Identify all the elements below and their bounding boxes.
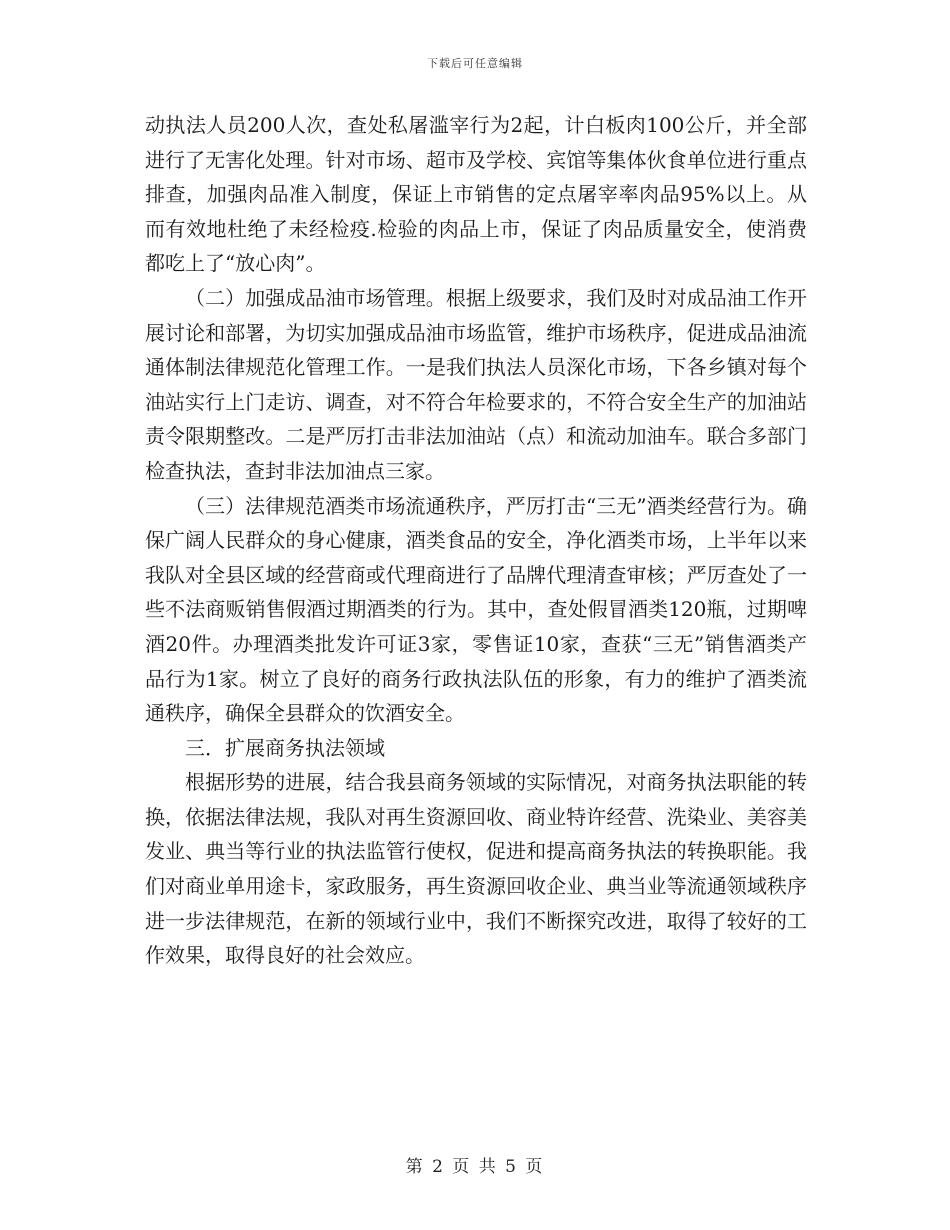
- page-header: 下载后可任意编辑: [427, 57, 523, 70]
- page-number: 第 2 页 共 5 页: [405, 1157, 545, 1177]
- section-heading: 三．扩展商务执法领域: [185, 735, 385, 760]
- paragraph-fuel-market: （二）加强成品油市场管理。根据上级要求，我们及时对成品油工作开展讨论和部署，为切实加强成品油市场监管，维护市场秩序，促进成品油流通体制法律规范化管理工作。一是我们执法人员深化市场，下各乡镇对每个油站实行上门走访、调查，对不符合年检要求的，不符合安全生产的加油站责令限期整改。二是严厉打击非法加油站（点）和流动加油车。联合多部门检查执法，查封非法加油点三家。: [145, 285, 807, 483]
- document-body: [145, 108, 807, 973]
- paragraph-liquor-market: （三）法律规范酒类市场流通秩序，严厉打击“三无”酒类经营行为。确保广阔人民群众的身心健康，酒类食品的安全，净化酒类市场，上半年以来我队对全县区域的经营商或代理商进行了品牌代理清查审核；严厉查处了一些不法商贩销售假酒过期酒类的行为。其中，查处假冒酒类120瓶，过期啤酒20件。办理酒类批发许可证3家，零售证10家，查获“三无”销售酒类产品行为1家。树立了良好的商务行政执法队伍的形象，有力的维护了酒类流通秩序，确保全县群众的饮酒安全。: [145, 493, 807, 726]
- paragraph-meat-inspection: 动执法人员200人次，查处私屠滥宰行为2起，计白板肉100公斤，并全部进行了无害化处理。针对市场、超市及学校、宾馆等集体伙食单位进行重点排查，加强肉品准入制度，保证上市销售的定点屠宰率肉品95%以上。从而有效地杜绝了未经检疫.检验的肉品上市，保证了肉品质量安全，使消费都吃上了“放心肉”。: [145, 113, 807, 276]
- paragraph-law-enforcement-scope: 根据形势的进展，结合我县商务领域的实际情况，对商务执法职能的转换，依据法律法规，我队对再生资源回收、商业特许经营、洗染业、美容美发业、典当等行业的执法监管行使权，促进和提高商务执法的转换职能。我们对商业单用途卡，家政服务，再生资源回收企业、典当业等流通领域秩序进一步法律规范，在新的领域行业中，我们不断探究改进，取得了较好的工作效果，取得良好的社会效应。: [145, 770, 807, 968]
